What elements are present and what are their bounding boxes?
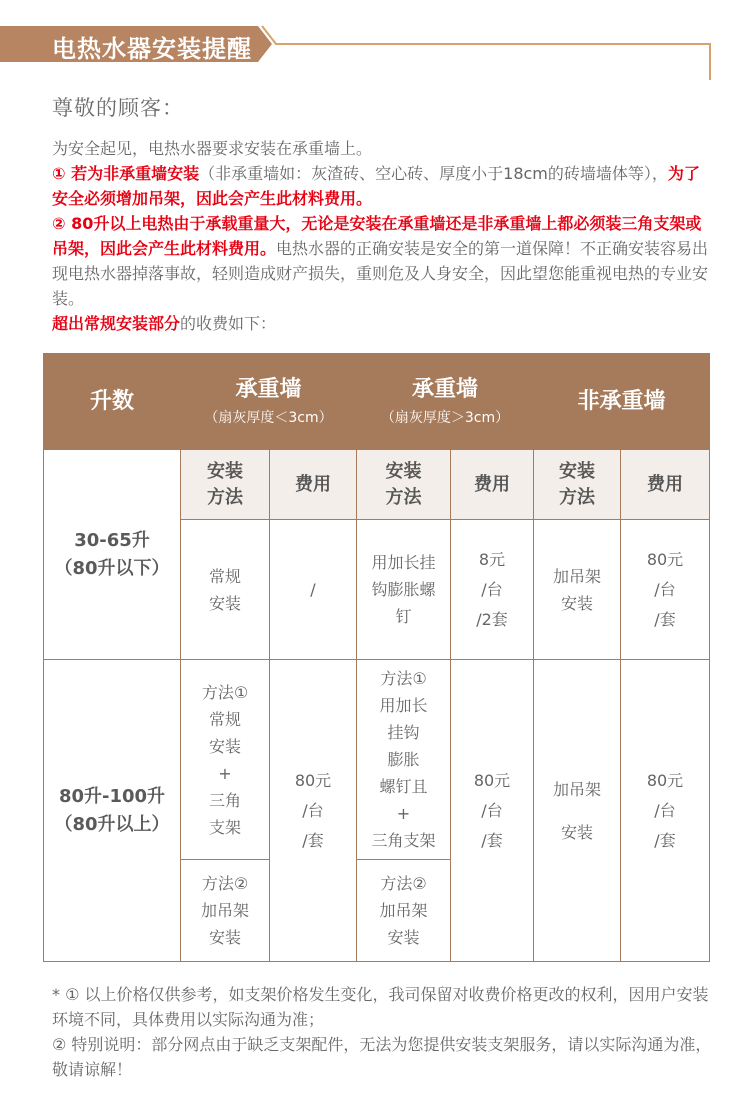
p2-normal: 电热水器的正确安装是安全的第一道保障！不正确安装容易出现电热水器掉落事故，轻则造成财产损失，重则危及人身安全，因此望您能重视电热的专业安装。 [52,239,709,308]
p1-normal: （非承重墙如：灰渣砖、空心砖、厚度小于18cm的砖墙墙体等）， [199,164,668,183]
p1-num: ① [52,164,72,183]
page-title: 电热水器安装提醒 [52,35,252,63]
sub-fee-2: 费用 [451,450,534,520]
row1-w3-fee: 80元 /台 /套 [621,520,710,660]
row1-liters: 30-65升 （80升以下） [44,450,181,660]
row2-w1-method-1: 方法① 常规 安装 + 三角 支架 [181,660,270,860]
row2-w2-method-1: 方法① 用加长 挂钩 膨胀 螺钉且 + 三角支架 [357,660,451,860]
sub-fee-1: 费用 [270,450,357,520]
row1-w2-method: 用加长挂钩膨胀螺钉 [357,520,451,660]
header-liters: 升数 [44,354,181,450]
intro-paragraph-2 [52,211,712,311]
header-wall-2: 承重墙 （扇灰厚度＞3cm） [357,354,534,450]
sub-method-2: 安装方法 [357,450,451,520]
fee-table [43,353,710,962]
footnote-2: ② 特别说明：部分网点由于缺乏支架配件，无法为您提供安装支架服务，请以实际沟通为准，敬请谅解！ [52,1035,712,1079]
row1-w3-method: 加吊架安装 [534,520,621,660]
header-wall-1: 承重墙 （扇灰厚度＜3cm） [181,354,357,450]
row2-w1-method-2: 方法② 加吊架 安装 [181,860,270,962]
row1-w1-fee: / [270,520,357,660]
row2-w2-fee: 80元 /台 /套 [451,660,534,962]
footnote-1: * ① 以上价格仅供参考，如支架价格发生变化，我司保留对收费价格更改的权利，因用户安装环境不同，具体费用以实际沟通为准； [52,985,709,1029]
header-wall-3: 非承重墙 [534,354,710,450]
sub-method-3: 安装方法 [534,450,621,520]
intro-text [52,136,712,336]
p1-red-a: 若为非承重墙安装 [71,164,200,183]
sub-method-1: 安装方法 [181,450,270,520]
intro-paragraph-3 [52,311,712,336]
p1-red-b: 为了安全必须增加吊架，因此会产生此材料费用。 [52,164,700,208]
intro-line-1: 为安全起见，电热水器要求安装在承重墙上。 [52,139,373,158]
sub-fee-3: 费用 [621,450,710,520]
row2-w3-fee: 80元 /台 /套 [621,660,710,962]
row2-w1-fee: 80元 /台 /套 [270,660,357,962]
intro-paragraph-1 [52,161,712,211]
p2-red: ② 80升以上电热由于承载重量大，无论是安装在承重墙还是非承重墙上都必须装三角支架或吊架，因此会产生此材料费用。 [52,214,702,258]
row2-liters: 80升-100升 （80升以上） [44,660,181,962]
p3-normal: 的收费如下： [180,314,277,333]
row2-w2-method-2: 方法② 加吊架 安装 [357,860,451,962]
row2-w3-method: 加吊架 安装 [534,660,621,962]
row1-w1-method: 常规安装 [181,520,270,660]
row1-w2-fee: 8元 /台 /2套 [451,520,534,660]
header-banner [0,18,750,86]
greeting: 尊敬的顾客： [52,96,184,120]
footnote [52,982,712,1082]
p3-red: 超出常规安装部分 [52,314,181,333]
